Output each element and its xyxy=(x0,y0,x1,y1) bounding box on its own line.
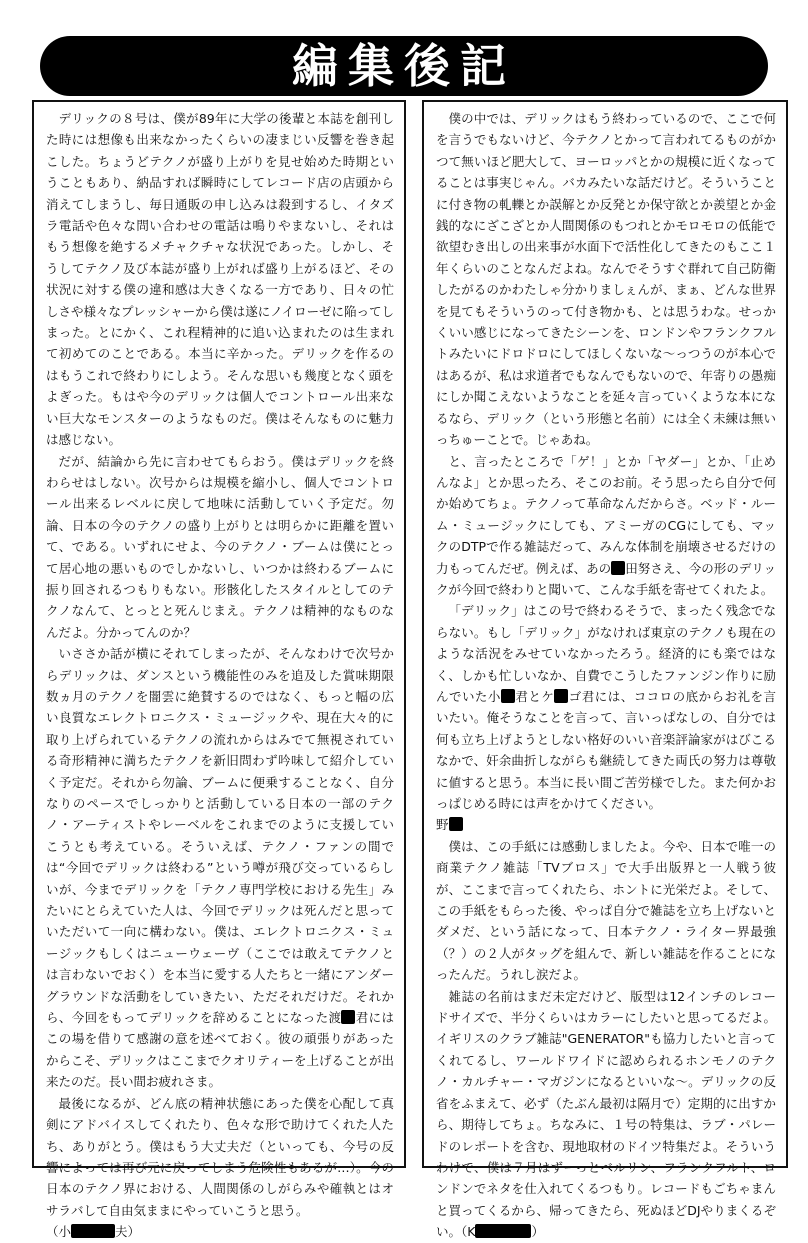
right-quoted-letter-text-b: 君とケ xyxy=(514,688,555,704)
right-paragraph-5-text: 雑誌の名前はまだ未定だけど、版型は12インチのレコードサイズで、半分くらいはカラーにしたいと思ってるだよ。イギリスのクラブ雑誌"GENERATOR"も協力したいと言ってくれてるし、ワールドワイドに認められるホンモノのテクノ・カルチャー・マガジンになるといいな〜。デリックの反省をふまえて、必ず（たぶん最初は隔月で）定期的に出すから、期待してちょ。ちなみに、１号の特集は、ラブ・パレードのレポートを含む、現地取材のドイツ特集だよ。そういうわけで、僕は７月はずーっとベルリン、フランクフルト、ロンドンでネタを仕入れてくるつもり。レコードもごちゃまんと買ってくるから、帰ってきたら、死ぬほどDJやりまくるぞい。 xyxy=(436,988,776,1240)
left-paragraph-2: だが、結論から先に言わせてもらおう。僕はデリックを終わらせはしない。次号からは規模を縮小し、個人でコントロール出来るレベルに戻して地味に活動していく予定だ。勿論、日本の今のテクノの盛り上がりとは明らかに距離を置いて、である。いずれにせよ、今のテクノ・ブームは僕にとって居心地の悪いものでしかないし、いつかは終わるブームに振り回されるつもりもない。形骸化したスタイルとしてのテクノなんて、とっとと死んじまえ。テクノは精神的なものなんだよ。分かってんのか？ xyxy=(46,453,394,640)
right-paragraph-1: 僕の中では、デリックはもう終わっているので、ここで何を言うでもないけど、今テクノとかって言われてるものがかつて無いほど肥大して、ヨーロッパとかの規模に近くなってることは事実じゃん。バカみたいな話だけど。そういうことに付き物の軋轢とか誤解とか反発とか保守欲とか羨望とか金銭的なにざこざとか人間関係のもつれとかモロモロの低能で欲望むき出しの出来事が水面下で活性化してきたのもここ１年くらいのことなんだよね。なんでそうすぐ群れて自己防衛したがるのかわたしゃ分かりましぇんが、まぁ、どんな世界を見てもそういうのって付き物かも、とは思うわな。せっかくいい感じになってきたシーンを、ロンドンやフランクフルトみたいにドロドロにしてほしくないな〜っつうのが本心ではあるが、私は求道者でもなんでもないので、年寄りの愚痴にしか聞こえないようなことを延々言っていくような本になるなら、デリック（という形態と名前）には全く未練は無いっちゅーことで。じゃあね。 xyxy=(436,111,776,448)
title-banner xyxy=(40,36,768,96)
redaction-bar xyxy=(475,1224,531,1238)
redaction-bar xyxy=(611,561,625,575)
letter-signature-text: 野 xyxy=(436,817,449,833)
right-paragraph-2-text-cont: 田努さえ、今の形のデリックが今回で終わりと聞いて、こんな手紙を寄せてくれたよ。 xyxy=(436,560,776,597)
redaction-bar xyxy=(501,689,515,703)
right-signature-close: ） xyxy=(531,1224,544,1240)
redaction-bar xyxy=(71,1224,115,1238)
right-quoted-letter-text: 「デリック」はこの号で終わるそうで、まったく残念でならない。もし「デリック」がなければ東京のテクノも現在のような活況をみせていなかったろう。経済的にも楽ではなく、しかも忙しいなか、自費でこうしたファンジン作りに励んでいた小 xyxy=(436,603,776,704)
left-signature-close: 夫） xyxy=(115,1224,141,1240)
redaction-bar xyxy=(341,1010,355,1024)
redaction-bar xyxy=(449,817,463,831)
left-paragraph-1: デリックの８号は、僕が89年に大学の後輩と本誌を創刊した時には想像も出来なかったくらいの凄まじい反響を巻き起こした。ちょうどテクノが盛り上がりを見せ始めた時期ということもあり、納品すれば瞬時にしてレコード店の店頭から消えてしまうし、毎日通販の申し込みは殺到するし、イタズラ電話や色々な問い合わせの電話は鳴りやまないし、それはもう想像を絶するメチャクチャな状況であった。しかし、そうしてテクノ及び本誌が盛り上がれば盛り上がるほど、その状況に対する僕の違和感は大きくなる一方であり、日々の忙しさや様々なプレッシャーから僕は遂にノイローゼに陥ってしまった。とにかく、これ程精神的に追い込まれたのは生まれて初めてのことである。本当に辛かった。デリックを作るのはもうこれで終わりにしよう。そんな思いも幾度となく頭をよぎった。もはや今のデリックは個人でコントロール出来ない巨大なモンスターのようなものだ。僕はそんなものに魅力は感じない。 xyxy=(46,111,394,448)
right-quoted-letter xyxy=(436,600,776,814)
right-quoted-letter-text-c: ゴ君には、ココロの底からお礼を言いたい。俺そうなことを言って、言いっぱなしの、自分では何も立ち上げようとしない格好のいい音楽評論家がはびこるなかで、奸余曲折しながらも継続してきた両氏の努力は尊敬に値すると思う。本当に長い間ご苦労様でした。また何かおっぱじめる時には声をかけてください。 xyxy=(436,688,776,811)
left-paragraph-3-text-cont: 君にはこの場を借りて感謝の意を述べておく。彼の頑張りがあったからこそ、デリックはここまでクオリティーを上げることが出来たのだ。長い間お疲れさま。 xyxy=(46,1010,395,1090)
right-paragraph-4: 僕は、この手紙には感動しましたよ。今や、日本で唯一の商業テクノ雑誌「TVブロス」で大手出版界と一人戦う彼が、ここまで言ってくれたら、ホントに光栄だよ。そして、この手紙をもらった後、やっぱ自分で雑誌を立ち上げないとダメだ、という話になって、日本テクノ・ライター界最強（？）の２人がタッグを組んで、新しい雑誌を作ることになったんだ。うれし涙だよ。 xyxy=(436,838,776,983)
left-paragraph-3-text: いささか話が横にそれてしまったが、そんなわけで次号からデリックは、ダンスという機能性のみを追及した賞味期限数ヵ月のテクノを闇雲に絶賛するのではなく、もっと幅の広い良質なエレクトロニクス・ミュージックや、現在大々的に取り上げられているテクノの流れからはみでて無視されている奇形精神に満ちたテクノを新旧問わず吟味して紹介していく予定だ。それから勿論、ブームに便乗することなく、自分なりのペースでしっかりと活動している日本の一部のテクノ・アーティストやレーベルをこれまでのように支援していこうとも考えている。そういえば、テクノ・ファンの間では“今回でデリックは終わる”という噂が飛び交っているらしいが、今までデリックを「テクノ専門学校における先生」みたいにとらえていた人は、今回でデリックは死んだと思っていただいて一向に構わない。僕は、エレクトロニクス・ミュージックもしくはニューウェーヴ（ここでは敢えてテクノとは言わないでおく）を本当に愛する人たちと一緒にアンダーグラウンドな活動をしていきたい、ただそれだけだ。それから、今回をもってデリックを辞めることになった渡 xyxy=(46,646,394,1026)
left-paragraph-4 xyxy=(46,1093,394,1243)
left-paragraph-3 xyxy=(46,643,394,1093)
left-column xyxy=(32,100,406,1240)
letter-signature xyxy=(436,814,776,835)
left-signature-open: （小 xyxy=(46,1224,72,1240)
right-paragraph-5 xyxy=(436,986,776,1243)
right-column xyxy=(422,100,788,1240)
left-paragraph-4-text: 最後になるが、どん底の精神状態にあった僕を心配して真剣にアドバイスしてくれたり、色々な形で助けてくれた人たち、ありがとう。僕はもう大丈夫だ（といっても、今号の反響によっては再び元に戻ってしまう危険性もあるが…）。今の日本のテクノ界における、人間関係のしがらみや確執とはオサラバして自由気ままにやっていこうと思う。 xyxy=(46,1095,394,1218)
redaction-bar xyxy=(554,689,568,703)
right-paragraph-2 xyxy=(436,451,776,601)
page-title: 編集後記 xyxy=(292,39,516,93)
right-signature-open: （K xyxy=(461,1224,476,1240)
right-paragraph-2-text: と、言ったところで「ゲ！」とか「ヤダー」とか、「止めんなよ」とか思ったろ、そこのお前。そう思ったら自分で何か始めてちょ。テクノって革命なんだからさ。ベッド・ルーム・ミュージックにしても、アミーガのCGにしても、マックのDTPで作る雑誌だって、みんな体制を崩壊させるだけの力もってんだぜ。例えば、あの xyxy=(436,453,776,576)
